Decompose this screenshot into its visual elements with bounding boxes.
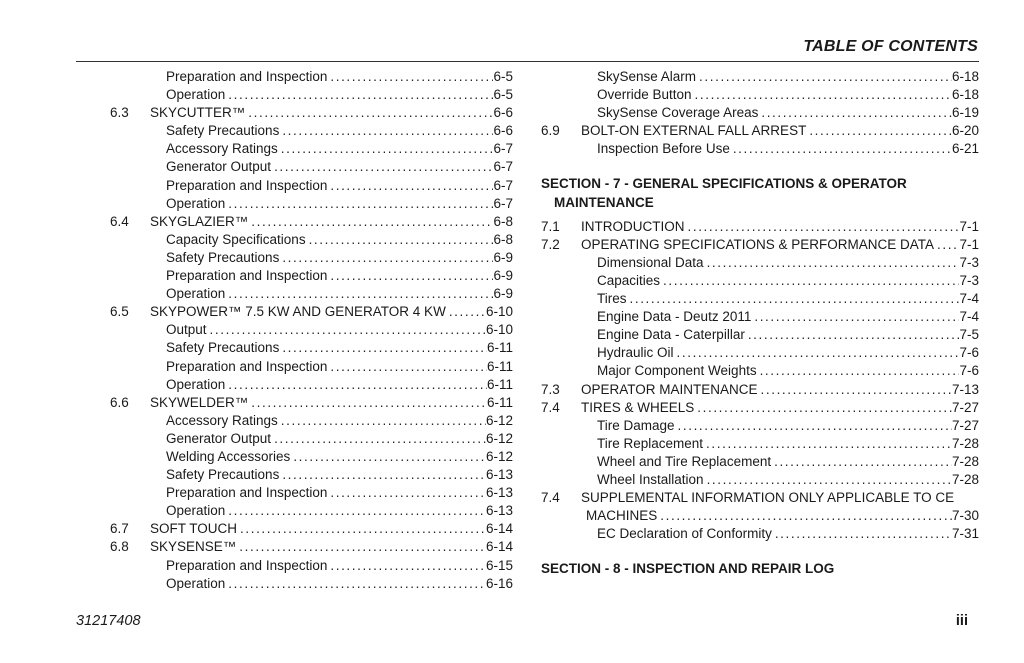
dot-leader	[806, 122, 952, 140]
toc-entry-label: Safety Precautions	[166, 249, 280, 265]
dot-leader	[290, 448, 486, 466]
toc-entry[interactable]	[110, 376, 513, 394]
toc-entry-label: SKYSENSE™	[150, 539, 237, 555]
toc-page-ref: 6-9	[493, 286, 513, 302]
toc-entry[interactable]	[541, 453, 979, 471]
toc-entry[interactable]	[110, 502, 513, 520]
toc-entry[interactable]	[541, 326, 979, 344]
toc-entry-label: SUPPLEMENTAL INFORMATION ONLY APPLICABLE TO CE	[581, 490, 955, 506]
toc-entry[interactable]	[541, 381, 979, 399]
toc-entry[interactable]	[541, 104, 979, 122]
dot-leader	[248, 394, 487, 412]
dot-leader	[327, 68, 493, 86]
toc-page-ref: 6-11	[486, 340, 513, 356]
dot-leader	[225, 502, 486, 520]
dot-leader	[279, 466, 486, 484]
toc-entry-label: Wheel Installation	[597, 471, 704, 487]
toc-page-ref: 6-10	[485, 322, 513, 338]
toc-entry-label: OPERATOR MAINTENANCE	[581, 381, 758, 397]
toc-entry[interactable]	[110, 412, 513, 430]
dot-leader	[703, 435, 952, 453]
dot-leader	[675, 417, 952, 435]
toc-page-ref: 7-28	[951, 435, 979, 451]
dot-leader	[934, 236, 959, 254]
toc-entry[interactable]	[541, 435, 979, 453]
toc-page-ref: 6-13	[485, 467, 513, 483]
toc-page-ref: 7-1	[959, 218, 979, 234]
toc-entry-label: SKYCUTTER™	[150, 105, 246, 121]
toc-entry[interactable]	[110, 68, 513, 86]
dot-leader	[237, 520, 486, 538]
toc-entry-label: SkySense Coverage Areas	[597, 105, 759, 121]
dot-leader	[245, 104, 493, 122]
toc-page-ref: 6-12	[485, 430, 513, 446]
toc-entry-label: Dimensional Data	[597, 254, 704, 270]
dot-leader	[772, 525, 952, 543]
toc-entry[interactable]	[541, 471, 979, 489]
toc-entry-label: BOLT-ON EXTERNAL FALL ARREST	[581, 123, 807, 139]
toc-page-ref: 6-11	[486, 358, 513, 374]
toc-entry[interactable]	[110, 448, 513, 466]
toc-entry[interactable]	[110, 466, 513, 484]
dot-leader	[278, 412, 486, 430]
dot-leader	[657, 507, 952, 525]
dot-leader	[225, 86, 493, 104]
dot-leader	[660, 272, 959, 290]
toc-page-ref: 7-30	[951, 508, 979, 524]
dot-leader	[236, 538, 486, 556]
toc-page-ref: 6-9	[493, 249, 513, 265]
toc-entry[interactable]	[110, 303, 513, 321]
toc-page-ref: 7-28	[951, 453, 979, 469]
toc-entry-label: Operation	[166, 376, 226, 392]
toc-entry[interactable]	[541, 362, 979, 380]
toc-entry[interactable]	[110, 557, 513, 575]
toc-page-ref: 6-12	[485, 448, 513, 464]
toc-page-ref: 7-31	[951, 526, 979, 542]
dot-leader	[271, 158, 493, 176]
toc-entry-label: Capacities	[597, 272, 661, 288]
toc-entry[interactable]	[541, 68, 979, 86]
toc-entry-label: Preparation and Inspection	[166, 268, 328, 284]
dot-leader	[692, 86, 952, 104]
dot-leader	[327, 557, 486, 575]
dot-leader	[327, 484, 486, 502]
toc-section-number: 6.7	[110, 521, 129, 537]
dot-leader	[279, 122, 493, 140]
toc-entry[interactable]	[110, 358, 513, 376]
toc-section-number: 6.3	[110, 105, 129, 121]
dot-leader	[627, 290, 960, 308]
dot-leader	[279, 339, 487, 357]
toc-entry[interactable]	[541, 507, 979, 525]
toc-entry[interactable]	[110, 267, 513, 285]
dot-leader	[696, 68, 952, 86]
toc-page-ref: 7-3	[959, 254, 979, 270]
toc-page-ref: 6-11	[486, 376, 513, 392]
toc-page-ref: 7-27	[951, 399, 979, 415]
toc-entry[interactable]	[110, 195, 513, 213]
toc-entry-label: Operation	[166, 286, 226, 302]
toc-page-ref: 6-7	[493, 141, 513, 157]
toc-page-ref: 6-14	[485, 521, 513, 537]
toc-entry-label: SOFT TOUCH	[150, 521, 238, 537]
toc-page-ref: 7-6	[959, 345, 979, 361]
toc-page-ref: 6-15	[485, 557, 513, 573]
toc-entry[interactable]	[110, 538, 513, 556]
toc-page-ref: 7-6	[959, 363, 979, 379]
toc-page-ref: 6-6	[493, 123, 513, 139]
toc-entry[interactable]	[110, 177, 513, 195]
toc-page-ref: 6-20	[951, 123, 979, 139]
toc-page-ref: 7-28	[951, 471, 979, 487]
toc-page-ref: 7-27	[951, 417, 979, 433]
toc-entry-label: Operation	[166, 195, 226, 211]
toc-entry-label: Hydraulic Oil	[597, 345, 674, 361]
toc-page-ref: 6-18	[951, 87, 979, 103]
dot-leader	[704, 471, 952, 489]
toc-entry-label: EC Declaration of Conformity	[597, 526, 772, 542]
dot-leader	[674, 344, 960, 362]
toc-entry-label: INTRODUCTION	[581, 218, 685, 234]
dot-leader	[758, 104, 952, 122]
toc-entry-label: Tire Replacement	[597, 435, 704, 451]
toc-page-ref: 6-6	[493, 105, 513, 121]
toc-entry-first-line[interactable]	[541, 489, 979, 507]
toc-entry-label: SKYWELDER™	[150, 394, 249, 410]
toc-entry[interactable]	[541, 218, 979, 236]
toc-entry[interactable]	[110, 231, 513, 249]
toc-page-ref: 6-11	[486, 394, 513, 410]
toc-entry[interactable]	[110, 430, 513, 448]
toc-section-number: 6.4	[110, 213, 129, 229]
toc-entry-label: Welding Accessories	[166, 448, 291, 464]
toc-entry-label: Capacity Specifications	[166, 231, 306, 247]
toc-entry[interactable]	[541, 417, 979, 435]
toc-right-column	[541, 68, 979, 584]
dot-leader	[694, 399, 952, 417]
toc-entry[interactable]	[110, 520, 513, 538]
toc-entry-label: Accessory Ratings	[166, 141, 278, 157]
toc-entry-label: Preparation and Inspection	[166, 485, 328, 501]
toc-section-number: 7.2	[541, 236, 560, 252]
dot-leader	[306, 231, 494, 249]
toc-left-column	[110, 68, 513, 593]
toc-entry-label: Operation	[166, 87, 226, 103]
toc-entry-label: Output	[166, 322, 207, 338]
toc-entry-label: Wheel and Tire Replacement	[597, 453, 772, 469]
page-header-title: TABLE OF CONTENTS	[803, 38, 978, 55]
dot-leader	[446, 303, 486, 321]
toc-entry[interactable]	[110, 339, 513, 357]
toc-entry[interactable]	[110, 86, 513, 104]
toc-page-ref: 6-10	[485, 304, 513, 320]
dot-leader	[279, 249, 493, 267]
dot-leader	[327, 358, 487, 376]
toc-page-ref: 6-18	[951, 69, 979, 84]
toc-entry-label: SKYGLAZIER™	[150, 213, 249, 229]
toc-entry[interactable]	[110, 394, 513, 412]
toc-entry-label: OPERATING SPECIFICATIONS & PERFORMANCE DATA	[581, 236, 935, 252]
dot-leader	[685, 218, 960, 236]
toc-entry[interactable]	[541, 236, 979, 254]
dot-leader	[745, 326, 960, 344]
page-number: iii	[955, 613, 968, 629]
toc-entry-label: Inspection Before Use	[597, 141, 730, 157]
toc-entry-label: Operation	[166, 503, 226, 519]
dot-leader	[730, 140, 952, 158]
section-heading-line: MAINTENANCE	[554, 194, 654, 210]
toc-page-ref: 6-5	[493, 87, 513, 103]
toc-page-ref: 6-14	[485, 539, 513, 555]
toc-entry[interactable]	[110, 321, 513, 339]
toc-section-number: 7.4	[541, 399, 560, 415]
toc-page-ref: 6-8	[493, 213, 513, 229]
toc-entry-label: Tires	[597, 291, 627, 307]
toc-entry[interactable]	[110, 575, 513, 593]
toc-entry[interactable]	[110, 104, 513, 122]
dot-leader	[704, 254, 960, 272]
toc-page-ref: 6-16	[485, 575, 513, 591]
toc-entry-label: Engine Data - Deutz 2011	[597, 309, 752, 325]
toc-entry-label: Major Component Weights	[597, 363, 757, 379]
toc-section-number: 6.8	[110, 539, 129, 555]
toc-entry-label: Accessory Ratings	[166, 412, 278, 428]
toc-entry-label: Preparation and Inspection	[166, 69, 328, 84]
toc-entry[interactable]	[541, 525, 979, 543]
toc-entry-label: Preparation and Inspection	[166, 358, 328, 374]
dot-leader	[758, 381, 952, 399]
toc-section-number: 7.3	[541, 381, 560, 397]
section-heading-line: SECTION - 7 - GENERAL SPECIFICATIONS & OPERATOR	[541, 176, 907, 192]
toc-entry[interactable]	[110, 484, 513, 502]
dot-leader	[327, 177, 493, 195]
header-divider	[76, 61, 979, 62]
toc-entry-label: SkySense Alarm	[597, 69, 697, 84]
toc-entry[interactable]	[541, 122, 979, 140]
toc-entry-label: Generator Output	[166, 430, 272, 446]
toc-entry-label: Safety Precautions	[166, 123, 280, 139]
toc-page-ref: 6-19	[951, 105, 979, 121]
toc-entry[interactable]	[541, 254, 979, 272]
dot-leader	[207, 321, 486, 339]
toc-page-ref: 6-5	[493, 69, 513, 84]
toc-entry-label: Operation	[166, 575, 226, 591]
toc-section-heading[interactable]	[541, 175, 979, 211]
toc-section-number: 6.9	[541, 123, 560, 139]
toc-page-ref: 7-5	[959, 327, 979, 343]
toc-page-ref: 6-12	[485, 412, 513, 428]
toc-page-ref: 6-13	[485, 485, 513, 501]
dot-leader	[751, 308, 959, 326]
toc-page-ref: 7-4	[959, 309, 979, 325]
toc-entry-label: Preparation and Inspection	[166, 177, 328, 193]
toc-entry-label: Safety Precautions	[166, 467, 280, 483]
toc-page-ref: 6-13	[485, 503, 513, 519]
toc-entry[interactable]	[110, 158, 513, 176]
section-heading-line: SECTION - 8 - INSPECTION AND REPAIR LOG	[541, 561, 835, 577]
dot-leader	[278, 140, 494, 158]
toc-page-ref: 6-9	[493, 268, 513, 284]
toc-entry-label: TIRES & WHEELS	[581, 399, 695, 415]
toc-entry-label: Safety Precautions	[166, 340, 280, 356]
dot-leader	[225, 376, 487, 394]
dot-leader	[271, 430, 486, 448]
section-gap	[541, 543, 979, 560]
toc-page-ref: 6-21	[951, 141, 979, 157]
toc-entry[interactable]	[110, 122, 513, 140]
toc-entry-label: Preparation and Inspection	[166, 557, 328, 573]
toc-page-ref: 7-1	[959, 236, 979, 252]
toc-section-number: 6.6	[110, 394, 129, 410]
toc-entry[interactable]	[110, 213, 513, 231]
dot-leader	[225, 195, 493, 213]
dot-leader	[771, 453, 952, 471]
toc-entry[interactable]	[110, 249, 513, 267]
toc-entry-label: Engine Data - Caterpillar	[597, 327, 745, 343]
toc-entry[interactable]	[541, 140, 979, 158]
toc-entry[interactable]	[110, 140, 513, 158]
toc-page-ref: 6-8	[493, 231, 513, 247]
toc-entry[interactable]	[541, 86, 979, 104]
toc-entry-label: MACHINES	[586, 508, 658, 524]
dot-leader	[757, 362, 960, 380]
section-gap	[541, 158, 979, 175]
toc-entry[interactable]	[541, 399, 979, 417]
toc-page-ref: 6-7	[493, 195, 513, 211]
dot-leader	[248, 213, 493, 231]
toc-entry[interactable]	[541, 344, 979, 362]
toc-page-ref: 6-7	[493, 159, 513, 175]
toc-page-ref: 7-4	[959, 291, 979, 307]
toc-entry-label: SKYPOWER™ 7.5 KW AND GENERATOR 4 KW	[150, 304, 446, 320]
dot-leader	[327, 267, 493, 285]
toc-section-number: 7.1	[541, 218, 560, 234]
toc-entry[interactable]	[541, 290, 979, 308]
toc-entry[interactable]	[110, 285, 513, 303]
toc-page-ref: 7-3	[959, 272, 979, 288]
toc-page-ref: 6-7	[493, 177, 513, 193]
document-number: 31217408	[76, 613, 141, 629]
toc-entry[interactable]	[541, 308, 979, 326]
toc-section-heading[interactable]	[541, 560, 979, 578]
toc-entry[interactable]	[541, 272, 979, 290]
toc-page-ref: 7-13	[951, 381, 979, 397]
toc-entry-label: Generator Output	[166, 159, 272, 175]
dot-leader	[225, 575, 486, 593]
toc-section-number: 7.4	[541, 490, 560, 506]
toc-entry-label: Override Button	[597, 87, 692, 103]
toc-section-number: 6.5	[110, 304, 129, 320]
dot-leader	[225, 285, 493, 303]
toc-entry-label: Tire Damage	[597, 417, 675, 433]
